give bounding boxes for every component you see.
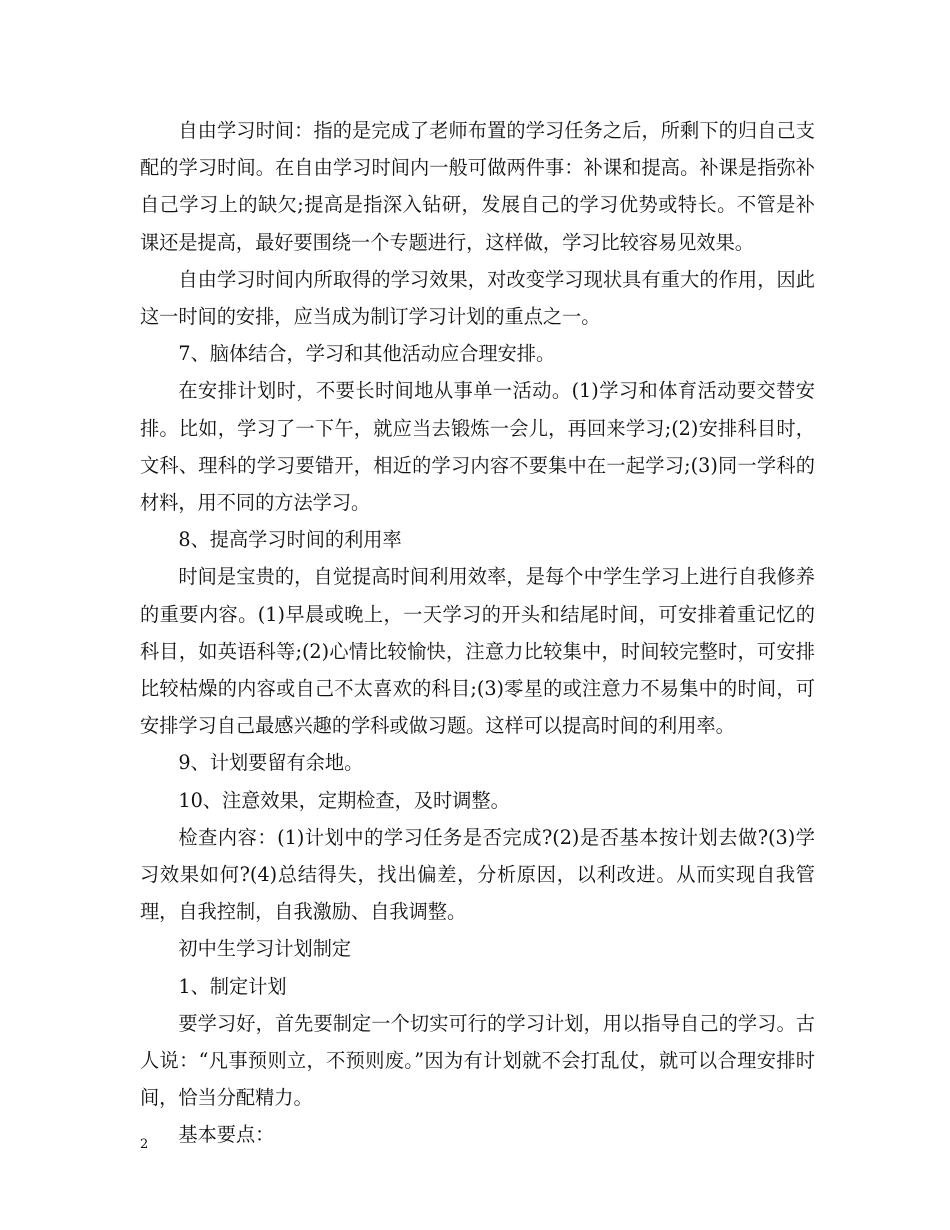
paragraph-make-plan: 要学习好，首先要制定一个切实可行的学习计划，用以指导自己的学习。古人说：“凡事预则立，不预则废。”因为有计划就不会打乱仗，就可以合理安排时间，恰当分配精力。: [140, 1011, 815, 1110]
heading-item-7: 7、脑体结合，学习和其他活动应合理安排。: [178, 342, 556, 366]
heading-item-10: 10、注意效果，定期检查，及时调整。: [178, 788, 510, 812]
heading-item-9: 9、计划要留有余地。: [178, 751, 364, 775]
heading-item-8: 8、提高学习时间的利用率: [178, 528, 402, 552]
paragraph-time-utilization: 时间是宝贵的，自觉提高时间利用效率，是每个中学生学习上进行自我修养的重要内容。(1)早晨或晚上，一天学习的开头和结尾时间，可安排着重记忆的科目，如英语科等;(2)心情比较愉快，注意力比较集中，时间较完整时，可安排比较枯燥的内容或自己不太喜欢的科目;(3)零星的或注意力不易集中的时间，可安排学习自己最感兴趣的学科或做习题。这样可以提高时间的利用率。: [140, 565, 815, 738]
paragraph-basic-points: 基本要点：: [178, 1123, 275, 1147]
paragraph-check-content: 检查内容：(1)计划中的学习任务是否完成?(2)是否基本按计划去做?(3)学习效果如何?(4)总结得失，找出偏差，分析原因，以利改进。从而实现自我管理，自我控制，自我激励、自我调整。: [140, 825, 815, 924]
document-body: [140, 112, 815, 1154]
heading-item-1: 1、制定计划: [178, 974, 287, 998]
paragraph-activity-arrangement: 在安排计划时，不要长时间地从事单一活动。(1)学习和体育活动要交替安排。比如，学习了一下午，就应当去锻炼一会儿，再回来学习;(2)安排科目时，文科、理科的学习要错开，相近的学习内容不要集中在一起学习;(3)同一学科的材料，用不同的方法学习。: [140, 379, 815, 515]
section-title-study-plan: 初中生学习计划制定: [178, 937, 352, 961]
page-number: 2: [140, 1137, 149, 1152]
paragraph-free-study-effect: 自由学习时间内所取得的学习效果，对改变学习现状具有重大的作用，因此这一时间的安排，应当成为制订学习计划的重点之一。: [140, 267, 815, 329]
paragraph-free-study-time: 自由学习时间：指的是完成了老师布置的学习任务之后，所剩下的归自己支配的学习时间。在自由学习时间内一般可做两件事：补课和提高。补课是指弥补自己学习上的缺欠;提高是指深入钻研，发展自己的学习优势或特长。不管是补课还是提高，最好要围绕一个专题进行，这样做，学习比较容易见效果。: [140, 119, 815, 254]
